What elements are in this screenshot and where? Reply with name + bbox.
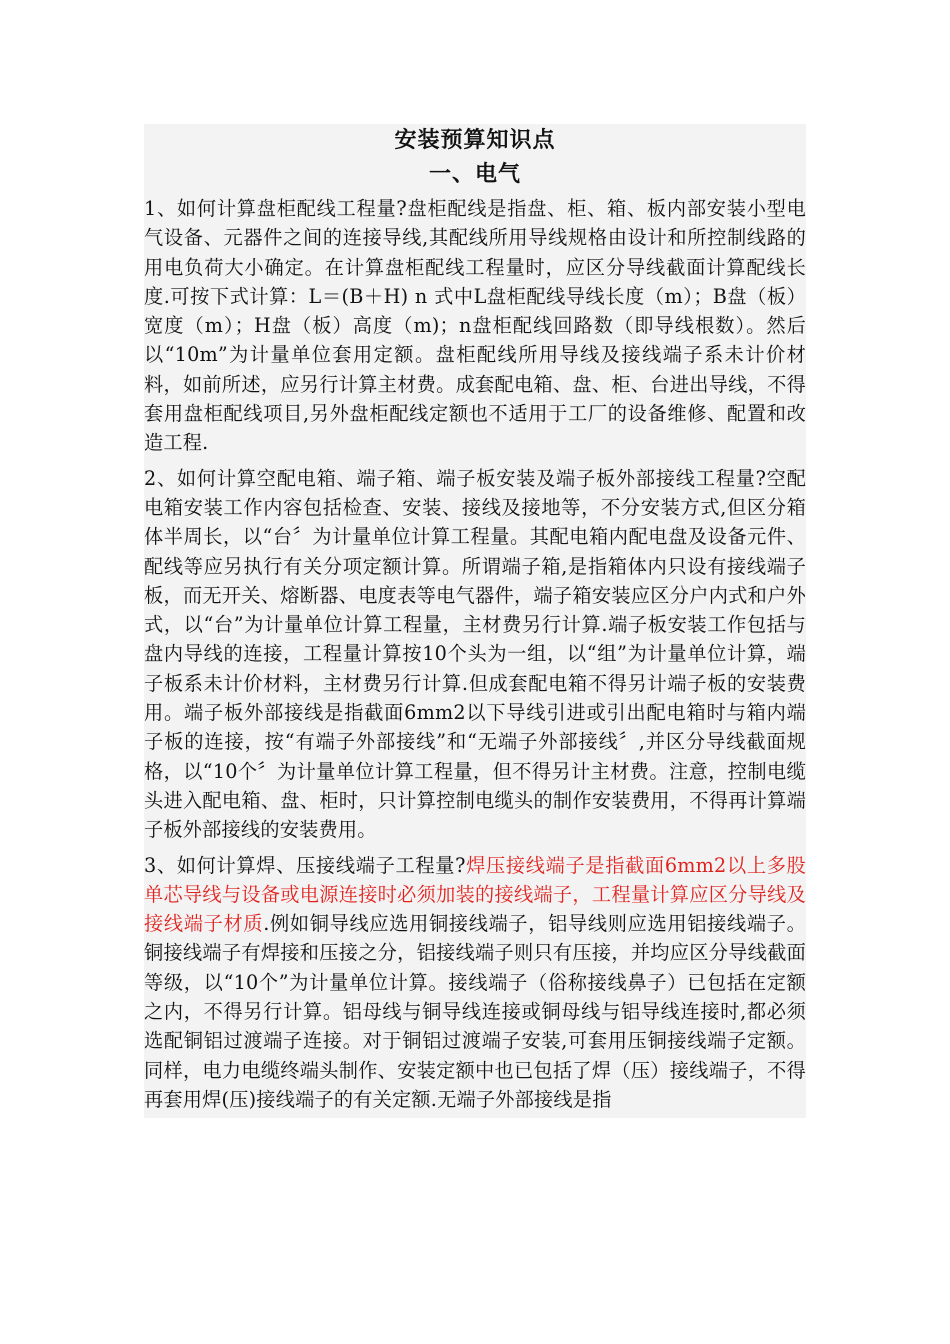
paragraph-3-question: 3、如何计算焊、压接线端子工程量? — [144, 853, 466, 877]
document-title: 安装预算知识点 — [394, 127, 556, 153]
document-body — [144, 124, 806, 1118]
section-heading: 一、电气 — [428, 161, 521, 187]
paragraph-3-highlight: 焊压接线端子是指截面6mm2以上多股单芯导线与设备或电源连接时必须加装的接线端子，工程量计算应区分导线及接线端子材质 — [144, 853, 806, 936]
paragraph-3 — [144, 851, 806, 1115]
paragraph-2: 2、如何计算空配电箱、端子箱、端子板安装及端子板外部接线工程量?空配电箱安装工作内容包括检查、安装、接线及接地等，不分安装方式,但区分箱体半周长，以“台〞为计量单位计算工程量。其配电箱内配电盘及设备元件、配线等应另执行有关分项定额计算。所谓端子箱,是指箱体内只设有接线端子板，而无开关、熔断器、电度表等电气器件，端子箱安装应区分户内式和户外式，以“台”为计量单位计算工程量，主材费另行计算.端子板安装工作包括与盘内导线的连接，工程量计算按10个头为一组，以“组”为计量单位计算，端子板系未计价材料，主材费另行计算.但成套配电箱不得另计端子板的安装费用。端子板外部接线是指截面6mm2以下导线引进或引出配电箱时与箱内端子板的连接，按“有端子外部接线”和“无端子外部接线〞,并区分导线截面规格，以“10个〞为计量单位计算工程量，但不得另计主材费。注意，控制电缆头进入配电箱、盘、柜时，只计算控制电缆头的制作安装费用，不得再计算端子板外部接线的安装费用。 — [144, 466, 806, 842]
paragraph-3-rest: .例如铜导线应选用铜接线端子，铝导线则应选用铝接线端子。铜接线端子有焊接和压接之分，铝接线端子则只有压接，并均应区分导线截面等级，以“10个”为计量单位计算。接线端子（俗称接线鼻子）已包括在定额之内，不得另行计算。铝母线与铜导线连接或铜母线与铝导线连接时,都必须选配铜铝过渡端子连接。对于铜铝过渡端子安装,可套用压铜接线端子定额。同样，电力电缆终端头制作、安装定额中也已包括了焊（压）接线端子，不得再套用焊(压)接线端子的有关定额.无端子外部接线是指 — [144, 912, 806, 1111]
paragraph-1: 1、如何计算盘柜配线工程量?盘柜配线是指盘、柜、箱、板内部安装小型电气设备、元器件之间的连接导线,其配线所用导线规格由设计和所控制线路的用电负荷大小确定。在计算盘柜配线工程量时，应区分导线截面计算配线长度.可按下式计算：L＝(B＋H) n 式中L盘柜配线导线长度（m）；B盘（板）宽度（m）；H盘（板）高度（m)；n盘柜配线回路数（即导线根数）。然后以“10m”为计量单位套用定额。盘柜配线所用导线及接线端子系未计价材料，如前所述，应另行计算主材费。成套配电箱、盘、柜、台进出导线，不得套用盘柜配线项目,另外盘柜配线定额也不适用于工厂的设备维修、配置和改造工程. — [144, 197, 806, 455]
